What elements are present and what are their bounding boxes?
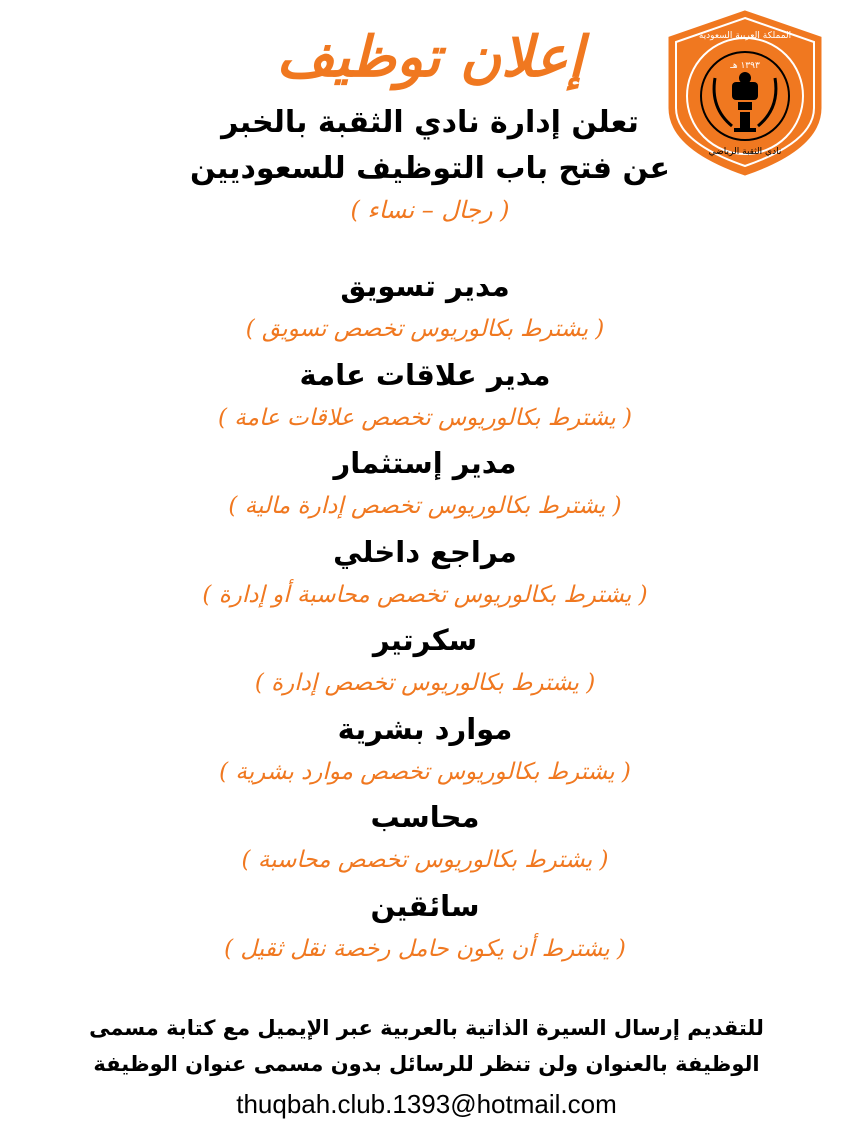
job-item xyxy=(60,441,790,530)
job-title: سكرتير xyxy=(372,623,478,657)
job-item xyxy=(60,530,790,619)
logo-top-text: المملكة العربية السعودية xyxy=(698,31,792,41)
job-title: مدير تسويق xyxy=(340,269,510,303)
job-title: مدير علاقات عامة xyxy=(299,357,551,392)
job-item xyxy=(60,618,790,707)
page-title: إعلان توظيف xyxy=(276,24,584,90)
job-requirement: ( يشترط بكالوريوس تخصص إدارة ) xyxy=(254,670,596,696)
application-instructions xyxy=(10,1010,843,1082)
logo-year: ١٣٩٣ هـ xyxy=(730,61,760,71)
gender-subtitle: ( رجال – نساء ) xyxy=(350,196,510,224)
instructions-line-1: للتقديم إرسال السيرة الذاتية بالعربية عبر الإيميل مع كتابة مسمى xyxy=(89,1016,764,1040)
contact-email[interactable]: thuqbah.club.1393@hotmail.com xyxy=(236,1089,617,1119)
instructions-line-2: الوظيفة بالعنوان ولن تنظر للرسائل بدون مسمى عنوان الوظيفة xyxy=(93,1052,760,1076)
job-requirement: ( يشترط أن يكون حامل رخصة نقل ثقيل ) xyxy=(224,935,626,962)
job-requirement: ( يشترط بكالوريوس تخصص تسويق ) xyxy=(245,316,605,342)
job-title: سائقين xyxy=(370,888,480,923)
job-title: محاسب xyxy=(370,800,480,834)
job-item xyxy=(60,353,790,442)
job-title: مراجع داخلي xyxy=(333,534,517,569)
intro-block xyxy=(140,100,720,192)
intro-line-1: تعلن إدارة نادي الثقبة بالخبر xyxy=(221,105,639,140)
job-item xyxy=(60,884,790,973)
job-requirement: ( يشترط بكالوريوس تخصص موارد بشرية ) xyxy=(219,758,631,785)
job-item xyxy=(60,264,790,353)
job-item xyxy=(60,795,790,884)
job-requirement: ( يشترط بكالوريوس تخصص محاسبة أو إدارة ) xyxy=(202,581,648,608)
job-requirement: ( يشترط بكالوريوس تخصص محاسبة ) xyxy=(241,847,609,873)
job-requirement: ( يشترط بكالوريوس تخصص إدارة مالية ) xyxy=(228,493,622,519)
intro-line-2: عن فتح باب التوظيف للسعوديين xyxy=(190,151,670,186)
job-title: مدير إستثمار xyxy=(333,446,517,480)
job-title: موارد بشرية xyxy=(337,711,513,746)
job-requirement: ( يشترط بكالوريوس تخصص علاقات عامة ) xyxy=(218,404,632,431)
logo-bottom-text: نادي الثقبة الرياضي xyxy=(708,147,782,157)
job-list xyxy=(60,264,790,972)
job-item xyxy=(60,707,790,796)
